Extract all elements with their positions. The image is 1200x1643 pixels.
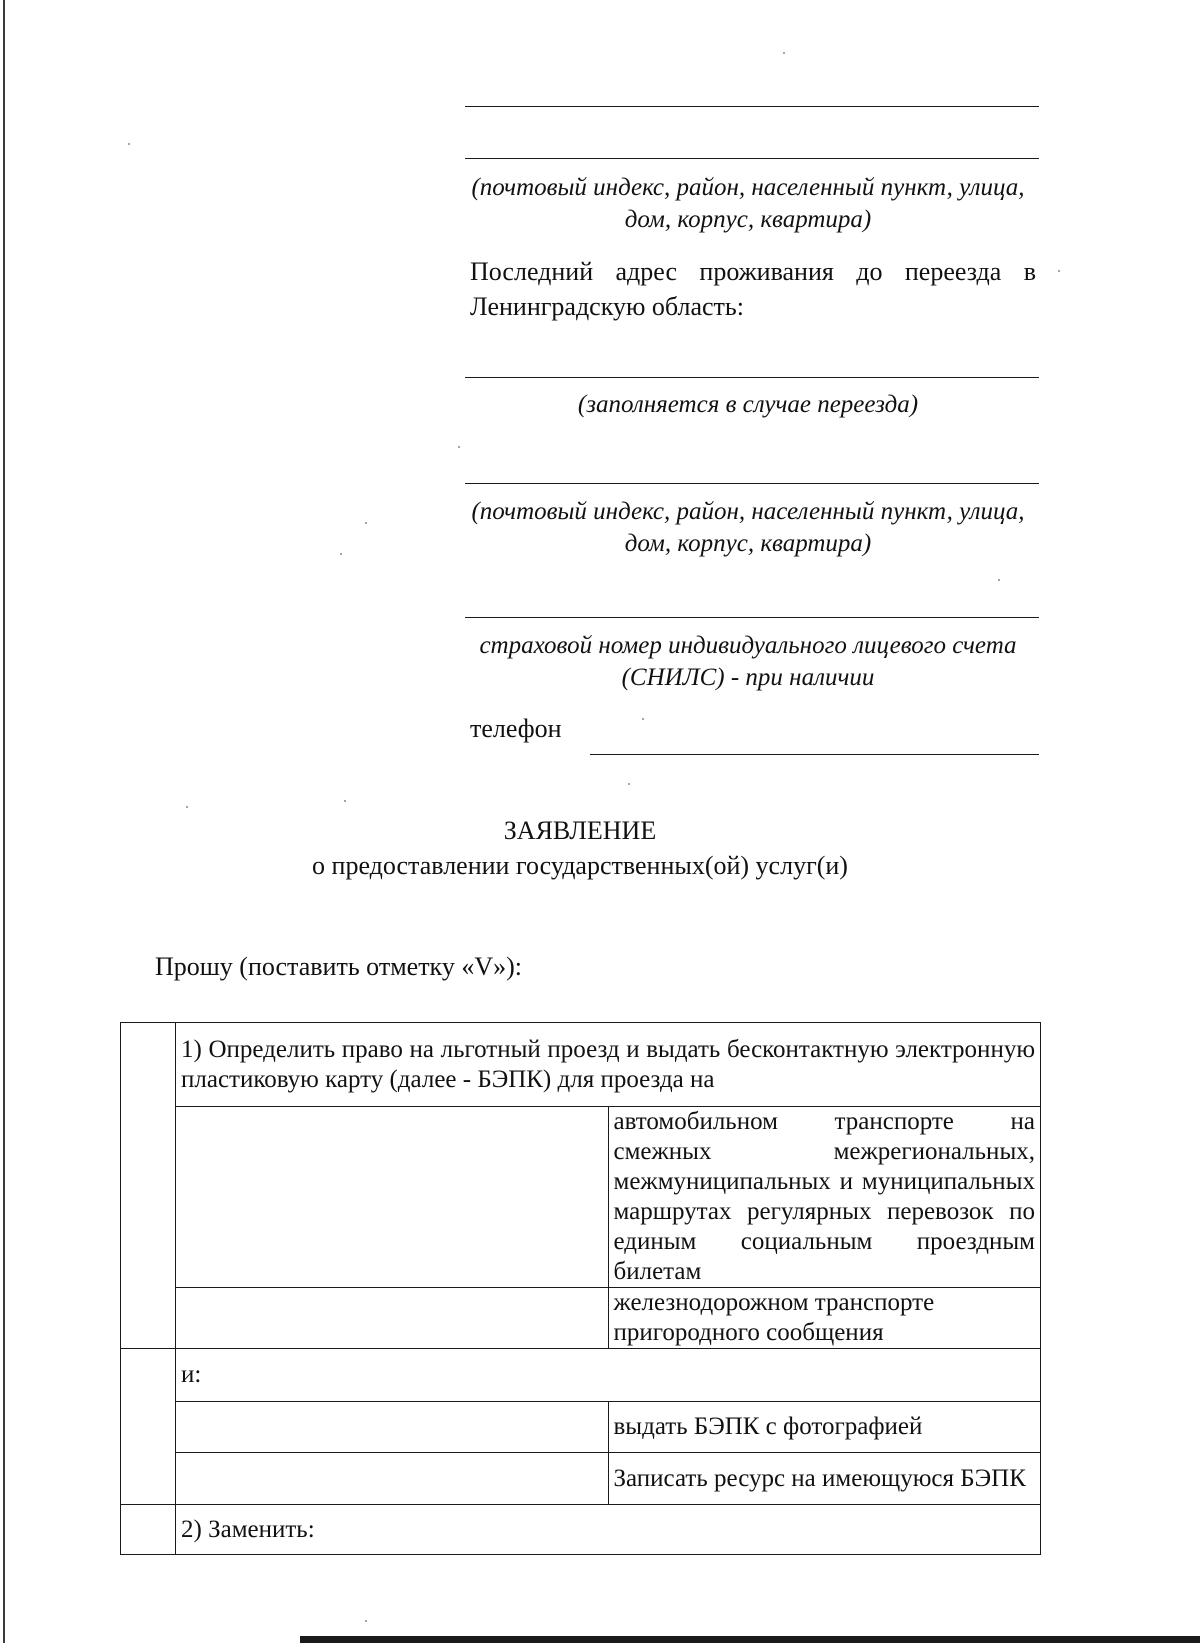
table-row xyxy=(121,1023,1041,1107)
scan-speck xyxy=(642,718,644,720)
table-row xyxy=(121,1505,1041,1555)
checkbox-rail-transport[interactable] xyxy=(176,1288,609,1349)
checkbox-issue-photo[interactable] xyxy=(176,1402,609,1453)
phone-label: телефон xyxy=(470,714,562,743)
item2-text: 2) Заменить: xyxy=(176,1505,1041,1555)
table-row xyxy=(121,1288,1041,1349)
previous-address-line-2[interactable] xyxy=(465,483,1039,484)
table-row xyxy=(121,1453,1041,1505)
table-row xyxy=(121,1402,1041,1453)
document-subtitle: о предоставлении государственных(ой) услуг(и) xyxy=(312,851,848,880)
scan-speck xyxy=(128,143,130,145)
scan-speck xyxy=(365,1620,367,1622)
and-label: и: xyxy=(176,1349,1041,1402)
checkbox-auto-transport[interactable] xyxy=(176,1107,609,1288)
last-address-label: Последний адрес проживания до переезда в Ленинградскую область: xyxy=(470,257,1036,321)
phone-line[interactable] xyxy=(590,754,1039,755)
moving-caption: (заполняется в случае переезда) xyxy=(577,391,919,418)
document-title: ЗАЯВЛЕНИЕ xyxy=(503,816,657,845)
checkbox-write-resource[interactable] xyxy=(176,1453,609,1505)
address-caption-2: (почтовый индекс, район, населенный пункт, улица, дом, корпус, квартира) xyxy=(471,498,1025,557)
item1-text: 1) Определить право на льготный проезд и выдать бесконтактную электронную пластиковую карту (далее - БЭПК) для проезда на xyxy=(176,1023,1041,1107)
scan-speck xyxy=(628,783,630,785)
address-line-1[interactable] xyxy=(465,106,1039,107)
snils-line[interactable] xyxy=(465,617,1039,618)
scan-bottom-edge xyxy=(300,1636,1200,1643)
request-label: Прошу (поставить отметку «V»): xyxy=(155,952,522,981)
issue-photo-text: выдать БЭПК с фотографией xyxy=(608,1402,1041,1453)
write-resource-text: Записать ресурс на имеющуюся БЭПК xyxy=(608,1453,1041,1505)
scan-speck xyxy=(344,800,346,802)
table-row xyxy=(121,1107,1041,1288)
services-table xyxy=(120,1022,1041,1555)
scan-speck xyxy=(458,446,460,448)
previous-address-line[interactable] xyxy=(465,377,1039,378)
scan-speck xyxy=(340,553,342,555)
rail-transport-text: железнодорожном транспорте пригородного сообщения xyxy=(608,1288,1041,1349)
address-line-2[interactable] xyxy=(465,158,1039,159)
scan-speck xyxy=(186,806,188,808)
snils-caption: страховой номер индивидуального лицевого счета (СНИЛС) - при наличии xyxy=(479,632,1017,691)
scan-speck xyxy=(365,522,367,524)
table-row xyxy=(121,1349,1041,1402)
scan-speck xyxy=(783,52,785,54)
checkbox-and[interactable] xyxy=(121,1349,176,1505)
auto-transport-text: автомобильном транспорте на смежных межрегиональных, межмуниципальных и муниципальных маршрутах регулярных перевозок по единым социальным проездным билетам xyxy=(608,1107,1041,1288)
checkbox-item2[interactable] xyxy=(121,1505,176,1555)
scan-speck xyxy=(1058,270,1060,272)
address-caption: (почтовый индекс, район, населенный пункт, улица, дом, корпус, квартира) xyxy=(471,174,1025,233)
checkbox-item1[interactable] xyxy=(121,1023,176,1349)
scan-speck xyxy=(998,579,1000,581)
